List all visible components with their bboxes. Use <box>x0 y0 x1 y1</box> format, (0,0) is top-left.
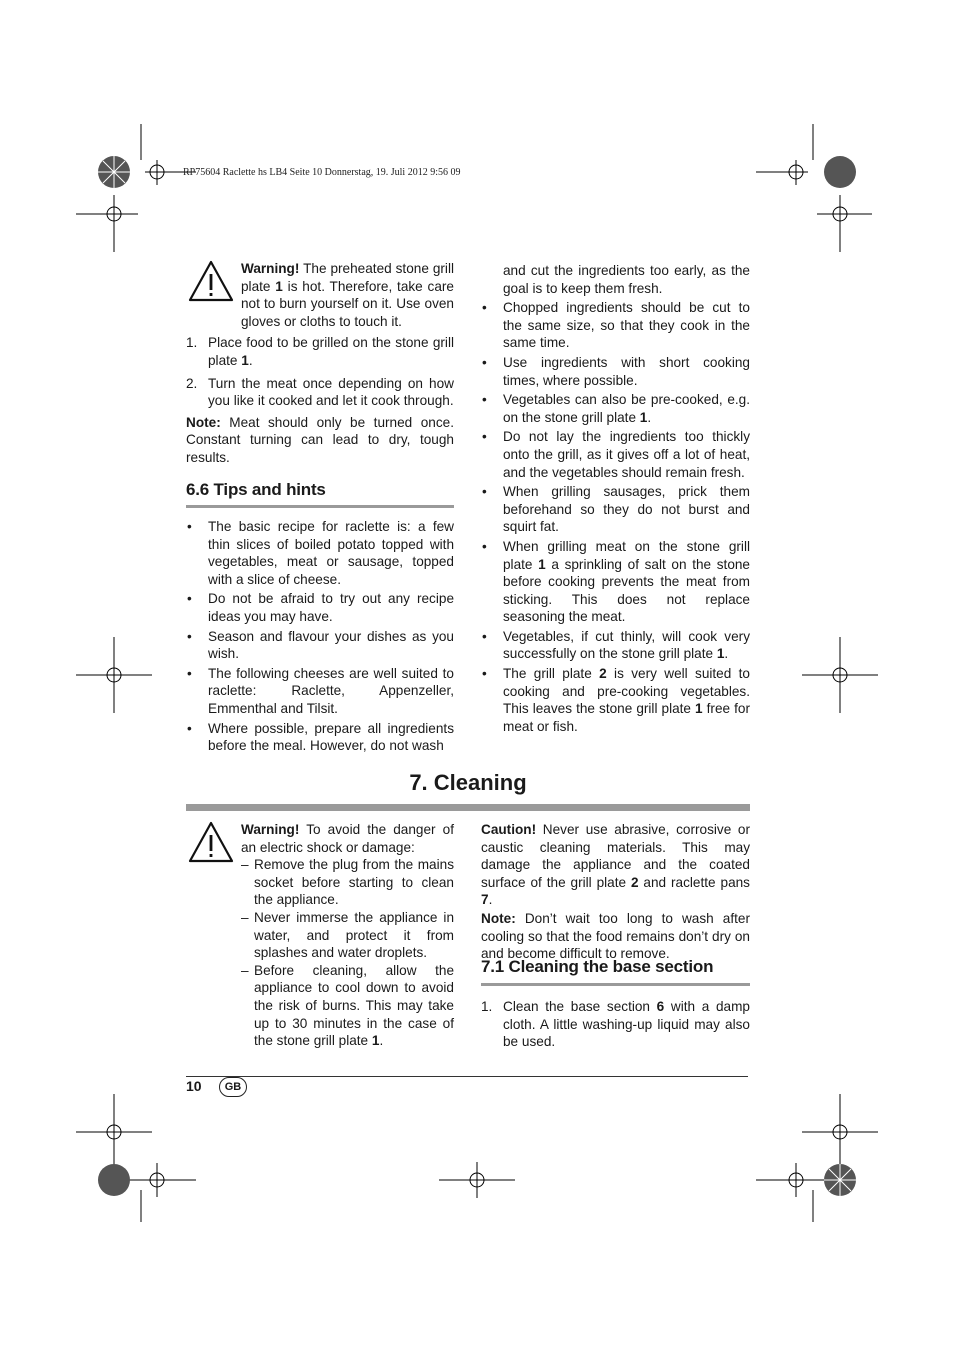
print-slug: RP75604 Raclette hs LB4 Seite 10 Donnerstag, 19. Juli 2012 9:56 09 <box>183 167 461 178</box>
cleaning-note-text: Note: Don’t wait too long to wash after cooling so that the food remains don’t dry on and become difficult to remove. <box>481 910 750 962</box>
tips-list-left <box>186 516 454 755</box>
list-item: • Season and flavour your dishes as you wish. <box>187 628 454 662</box>
base-section-rule <box>481 983 750 986</box>
note-text: Note: Meat should only be turned once. Constant turning can lead to dry, tough results. <box>186 414 454 465</box>
language-badge: GB <box>219 1077 247 1097</box>
list-item: • Do not be afraid to try out any recipe ideas you may have. <box>187 591 454 624</box>
list-item: • Where possible, prepare all ingredients before the meal. However, do not wash <box>187 720 454 754</box>
step-2: 2. Turn the meat once depending on how you like it cooked and let it cook through. <box>186 375 454 409</box>
cleaning-rule <box>186 804 750 811</box>
tips-rule <box>186 505 454 508</box>
warning-dash-item: – Remove the plug from the mains socket before starting to clean the appliance. <box>241 857 454 908</box>
footer-rule <box>186 1076 748 1077</box>
warning-block <box>186 260 454 330</box>
list-item: • Vegetables can also be pre-cooked, e.g. on the stone grill plate 1. <box>482 392 750 425</box>
list-item: • The following cheeses are well suited to raclette: Raclette, Appenzeller, Emmenthal and Tilsit. <box>187 665 454 716</box>
cleaning-right <box>481 821 750 963</box>
list-item: • Chopped ingredients should be cut to the same size, so that they cook in the same time. <box>482 300 750 351</box>
step-1: 1. Place food to be grilled on the stone grill plate 1. <box>186 335 454 368</box>
base-section-steps <box>481 998 750 1051</box>
warning-triangle-icon <box>188 821 234 863</box>
warning-dash-item: – Before cleaning, allow the appliance to cool down to avoid the risk of burns. This may take up to 30 minutes in the case of the stone grill plate 1. <box>241 962 454 1049</box>
list-item: • The grill plate 2 is very well suited to cooking and pre-cooking vegetables. This leaves the stone grill plate 1 free for meat or fish. <box>482 666 750 734</box>
warning-dash-item: – Never immerse the appliance in water, and protect it from splashes and water droplets. <box>241 909 454 961</box>
cleaning-warning-text: Warning! To avoid the danger of an electric shock or damage: <box>241 822 454 855</box>
tips-list-right <box>481 260 750 735</box>
list-item: • Do not lay the ingredients too thickly onto the grill, as it gives off a lot of heat, and the vegetables should remain fresh. <box>482 429 750 480</box>
base-section-heading: 7.1 Cleaning the base section <box>481 957 714 976</box>
list-item: • Use ingredients with short cooking times, where possible. <box>482 354 750 388</box>
list-item-continued: and cut the ingredients too early, as the goal is to keep them fresh. <box>503 263 750 296</box>
caution-text: Caution! Never use abrasive, corrosive or caustic cleaning materials. This may damage the appliance and the coated surface of the grill plate 2 and raclette pans 7. <box>481 822 750 908</box>
list-item: • The basic recipe for raclette is: a few thin slices of boiled potato topped with vegetables, meat or sausage, topped with a slice of cheese. <box>187 519 454 587</box>
tips-heading: 6.6 Tips and hints <box>186 480 326 499</box>
list-item: • When grilling sausages, prick them beforehand so they do not burst and squirt fat. <box>482 484 750 535</box>
list-item: • When grilling meat on the stone grill plate 1 a sprinkling of salt on the stone before cooking prevents the meat from sticking. This does not replace seasoning the meat. <box>482 538 750 625</box>
cleaning-title: 7. Cleaning <box>409 770 527 795</box>
warning-triangle-icon <box>188 260 234 302</box>
cleaning-left <box>186 821 454 1050</box>
warning-text: Warning! The preheated stone grill plate 1 is hot. Therefore, take care not to burn yourself on it. Use oven gloves or cloths to touch it. <box>241 261 454 329</box>
list-item: • Vegetables, if cut thinly, will cook very successfully on the stone grill plate 1. <box>482 628 750 662</box>
cleaning-warning-block <box>186 821 454 1050</box>
left-column-top <box>186 260 454 467</box>
page-number: 10 <box>186 1078 202 1094</box>
clean-step-1: 1. Clean the base section 6 with a damp cloth. A little washing-up liquid may also be used. <box>481 999 750 1050</box>
